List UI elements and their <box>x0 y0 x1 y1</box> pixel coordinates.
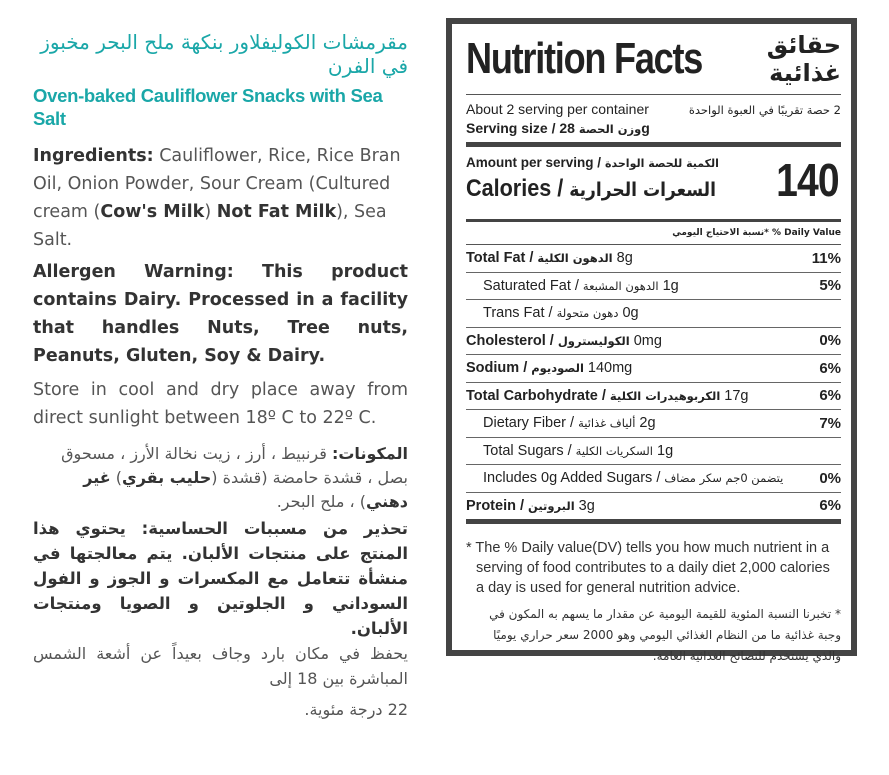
nutrient-label: Saturated Fat / <box>483 277 579 294</box>
nutrient-row-total-fat <box>466 245 841 273</box>
nutrient-label: Total Carbohydrate / <box>466 387 606 404</box>
calories-label-en: Calories / <box>466 175 564 202</box>
storage-arabic: يحفظ في مكان بارد وجاف بعيداً عن أشعة الشمس المباشرة بين 18 إلى <box>33 644 408 688</box>
nutrient-row-added-sugars <box>466 465 841 493</box>
calories-value: 140 <box>776 154 839 206</box>
allergen-warning-arabic <box>33 516 408 641</box>
allergen-warning-english: Allergen Warning: This product contains Dairy. Processed in a facility that handles Nuts, Tree nuts, Peanuts, Gluten, Soy & Dairy. <box>33 262 408 366</box>
ingredients-arabic <box>33 442 408 514</box>
nutrient-daily-value: 0% <box>819 469 841 487</box>
nutrient-row-dietary-fiber <box>466 410 841 438</box>
ingredients-text-ar: ) ، ملح البحر. <box>276 492 366 511</box>
nutrient-amount: 17g <box>724 387 749 404</box>
storage-english: Store in cool and dry place away from direct sunlight between 18º C to 22º C. <box>33 380 408 428</box>
ingredients-text-ar: قرنبيط ، أرز ، زيت نخالة الأرز ، مسحوق بصل ، قشدة حامضة (قشدة ( <box>61 444 408 487</box>
nutrient-amount: 3g <box>578 497 595 514</box>
calories-label-ar: السعرات الحرارية <box>569 179 716 201</box>
nutrient-daily-value: 0% <box>819 332 841 350</box>
nutrient-label-ar: دهون متحولة <box>556 306 619 321</box>
nutrient-label-ar: السكريات الكلية <box>575 443 654 458</box>
ingredients-text: ), Sea Salt. <box>33 202 387 250</box>
product-description <box>33 30 408 722</box>
nutrient-amount: 0mg <box>633 332 662 349</box>
nutrient-amount: 2g <box>639 415 656 432</box>
nutrient-daily-value: 7% <box>819 414 841 432</box>
serving-size-label: Serving size / <box>466 120 556 136</box>
ingredients-text: Cauliflower, Rice, Rice Bran Oil, Onion Powder, Sour Cream (Cultured cream ( <box>33 146 401 222</box>
allergen-label-ar: تحذير من مسببات الحساسية: <box>141 519 408 538</box>
nutrient-row-total-carbohydrate <box>466 383 841 411</box>
nutrient-label: Dietary Fiber / <box>483 415 575 432</box>
ingredients-bold: Cow's Milk <box>100 202 205 222</box>
nutrient-label: Trans Fat / <box>483 305 553 322</box>
storage-arabic-2: 22 درجة مئوية. <box>304 700 408 719</box>
servings-per-container: About 2 serving per container <box>466 101 649 117</box>
nutrition-facts-panel <box>446 18 857 663</box>
nutrient-label: Protein / <box>466 497 525 514</box>
nutrient-label-ar: الكربوهيدرات الكلية <box>609 388 721 403</box>
nutrient-label-ar: البروتين <box>528 498 575 513</box>
product-title-english: Oven-baked Cauliflower Snacks with Sea Salt <box>33 85 383 129</box>
product-title-arabic: مقرمشات الكوليفلاور بنكهة ملح البحر مخبوز في الفرن <box>40 30 408 78</box>
nutrient-label: Total Sugars / <box>483 442 572 459</box>
serving-size <box>466 119 841 138</box>
serving-size-label-ar: وزن الحصة <box>578 122 642 136</box>
nutrition-title-ar: حقائق غذائية <box>766 31 841 87</box>
ingredients-label-ar: المكونات: <box>331 444 408 463</box>
serving-size-value: 28g <box>559 120 650 136</box>
nutrient-label-ar: الكوليسترول <box>557 333 630 348</box>
nutrient-amount: 1g <box>657 442 674 459</box>
nutrient-amount: 0g <box>622 305 639 322</box>
nutrient-amount: 1g <box>662 277 679 294</box>
nutrient-label: Sodium / <box>466 360 528 377</box>
calories-block <box>466 147 841 222</box>
nutrient-row-trans-fat <box>466 300 841 328</box>
nutrient-row-total-sugars <box>466 438 841 466</box>
nutrient-label: Cholesterol / <box>466 332 554 349</box>
nutrient-label-ar: الدهون المشبعة <box>582 278 659 293</box>
ingredients-bold-ar: غير دهني <box>83 468 408 511</box>
nutrient-daily-value: 6% <box>819 497 841 515</box>
nutrient-label: Includes 0g Added Sugars / <box>483 470 661 487</box>
nutrient-daily-value: 6% <box>819 387 841 405</box>
nutrition-title: Nutrition Facts <box>466 34 703 83</box>
nutrient-row-protein <box>466 493 841 525</box>
ingredients-bold: Not Fat Milk <box>216 202 337 222</box>
ingredients-bold-ar: حليب بقري <box>122 468 212 487</box>
ingredients-english <box>33 142 408 254</box>
nutrient-row-sodium <box>466 355 841 383</box>
nutrition-header <box>466 24 841 95</box>
ingredients-text: ) <box>204 202 217 222</box>
calories-label <box>466 175 716 203</box>
nutrient-label-ar: الصوديوم <box>531 361 584 376</box>
serving-info <box>466 95 841 147</box>
nutrient-daily-value: 6% <box>819 359 841 377</box>
nutrient-label-ar: ألياف غذائية <box>578 416 636 431</box>
nutrition-footnote <box>466 524 841 667</box>
ingredients-text-ar: ) <box>110 468 123 487</box>
nutrient-row-cholesterol <box>466 328 841 356</box>
nutrient-label-ar: يتضمن 0جم سكر مضاف <box>664 471 784 486</box>
footnote-english: * The % Daily value(DV) tells you how much nutrient in a serving of food contributes to a daily diet 2,000 calories a day is used for general nutrition advice. <box>466 540 830 596</box>
nutrient-amount: 8g <box>616 250 633 267</box>
amount-per-serving-label: Amount per serving / <box>466 155 602 170</box>
amount-per-serving-label-ar: الكمية للحصة الواحدة <box>605 157 719 170</box>
servings-per-container-ar: 2 حصة تقريبًا في العبوة الواحدة <box>688 103 841 117</box>
amount-per-serving <box>466 155 719 170</box>
allergen-text-ar: يحتوي هذا المنتج على منتجات الألبان. يتم معالجتها في منشأة تتعامل مع المكسرات و الجوز و الفول السوداني و الجلوتين و الصويا ومنتجات الألبان. <box>33 519 408 638</box>
nutrient-daily-value: 5% <box>819 277 841 295</box>
nutrient-amount: 140mg <box>587 360 633 377</box>
footnote-arabic: * تخبرنا النسبة المئوية للقيمة اليومية عن مقدار ما يسهم به المكون في وجبة غذائية ما من النظام الغذائي اليومي وهو 2000 سعر حراري يوميًا والذي يستخدم للنصائح الغذائية العامة. <box>489 607 841 663</box>
daily-value-header: نسبة الاحتياج اليومي* % Daily Value <box>466 222 841 245</box>
nutrient-label-ar: الدهون الكلية <box>537 251 613 266</box>
nutrient-label: Total Fat / <box>466 250 534 267</box>
ingredients-label: Ingredients: <box>33 146 154 166</box>
nutrient-row-saturated-fat <box>466 273 841 301</box>
nutrient-daily-value: 11% <box>811 249 841 267</box>
